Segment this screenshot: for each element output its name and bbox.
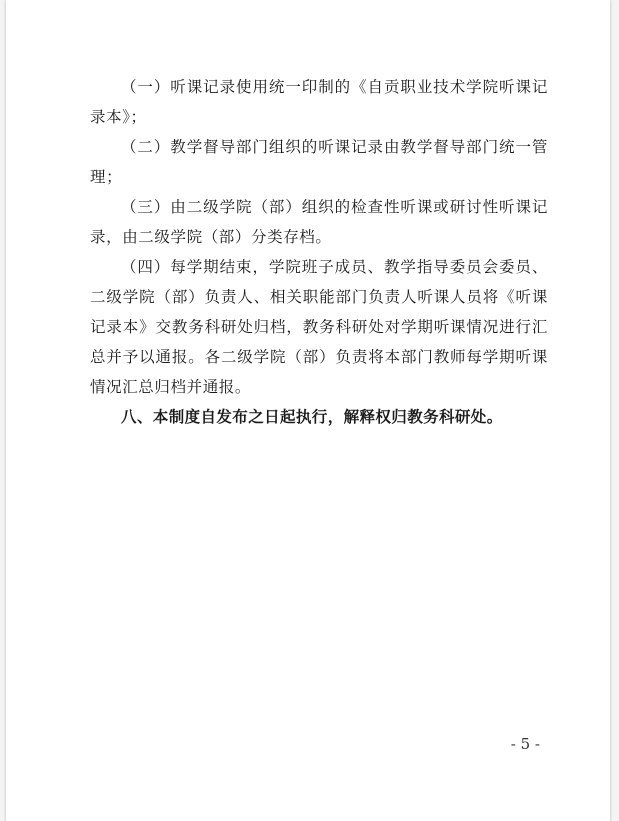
- paragraph-item-4: （四）每学期结束，学院班子成员、教学指导委员会委员、二级学院（部）负责人、相关职能部门负责人听课人员将《听课记录本》交教务科研处归档，教务科研处对学期听课情况进行汇总并予以通报。各二级学院（部）负责将本部门教师每学期听课情况汇总归档并通报。: [90, 258, 548, 396]
- page-number: - 5 -: [510, 735, 540, 753]
- paragraph-item-1: （一）听课记录使用统一印制的《自贡职业技术学院听课记录本》；: [90, 78, 548, 126]
- paragraph-item-2: （二）教学督导部门组织的听课记录由教学督导部门统一管理；: [90, 138, 548, 186]
- document-page: [6, 0, 610, 821]
- document-body: [90, 72, 548, 432]
- section-heading-8: 八、本制度自发布之日起执行，解释权归教务科研处。: [121, 408, 503, 426]
- paragraph-item-3: （三）由二级学院（部）组织的检查性听课或研讨性听课记录，由二级学院（部）分类存档。: [90, 198, 548, 246]
